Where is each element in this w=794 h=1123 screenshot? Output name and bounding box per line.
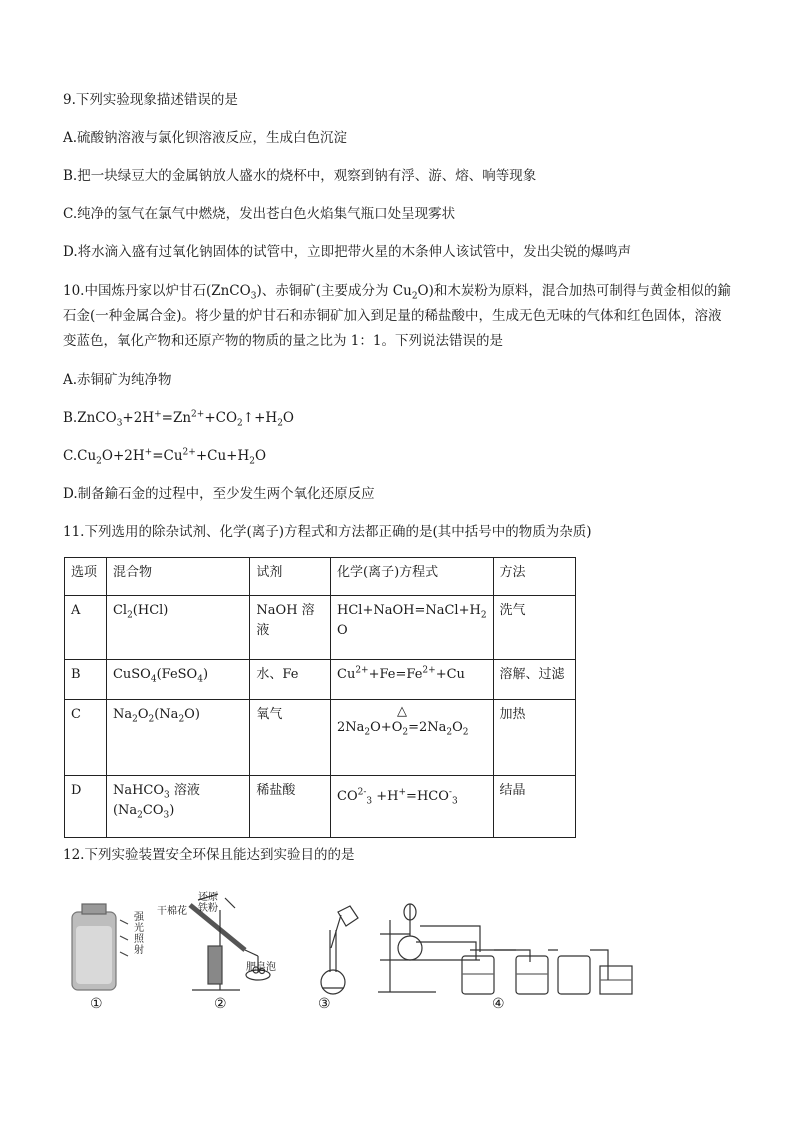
strong-light-label: 强 光 照 射 (134, 912, 144, 956)
cell-equation: △ $2Na_2O+O_2=2Na_2O_2$ (331, 700, 494, 776)
cell-reagent: 氧气 (250, 700, 331, 776)
cell-reagent: 水、Fe (250, 660, 331, 700)
cell-mixture: $Na_2O_2(Na_2O)$ (106, 700, 249, 776)
apparatus-illustration (60, 890, 700, 1020)
figure-label-4: ④ (492, 996, 505, 1012)
header-mixture: 混合物 (106, 558, 249, 596)
q9-option-d: D.将水滴入盛有过氧化钠固体的试管中，立即把带火星的木条伸人该试管中，发出尖锐的爆鸣声 (63, 244, 632, 260)
cell-reagent: NaOH 溶液 (250, 596, 331, 660)
q9-stem: 9.下列实验现象描述错误的是 (63, 92, 238, 108)
cell-option: C (65, 700, 107, 776)
cell-equation: $Cu^{2+}+Fe=Fe^{2+}+Cu$ (331, 660, 494, 700)
cell-method: 洗气 (493, 596, 575, 660)
cell-method: 加热 (493, 700, 575, 776)
header-reagent: 试剂 (250, 558, 331, 596)
apparatus-4-gas-train (378, 904, 632, 994)
cell-equation: $HCl+NaOH=NaCl+H_2$ O (331, 596, 494, 660)
header-equation: 化学(离子)方程式 (331, 558, 494, 596)
figure-label-1: ① (90, 996, 103, 1012)
figure-label-2: ② (214, 996, 227, 1012)
table-row-c (65, 700, 576, 776)
table-row-d (65, 776, 576, 838)
q9-option-a: A.硫酸钠溶液与氯化钡溶液反应，生成白色沉淀 (63, 130, 348, 146)
table-row-a (65, 596, 576, 660)
q10-option-a: A.赤铜矿为纯净物 (63, 372, 172, 388)
figure-label-3: ③ (318, 996, 331, 1012)
q10-option-c: $C.Cu_2O+2H^+=Cu^{2+}+Cu+H_2O$ (63, 447, 267, 467)
header-option: 选项 (65, 558, 107, 596)
table-row-b (65, 660, 576, 700)
q9-option-c: C.纯净的氢气在氯气中燃烧，发出苍白色火焰集气瓶口处呈现雾状 (63, 206, 456, 222)
cell-mixture: NaHCO$_3$ 溶液 $(Na_2CO_3)$ (106, 776, 249, 838)
table-header-row (65, 558, 576, 596)
cell-mixture: CuSO$_4$(FeSO$_4$) (106, 660, 249, 700)
cell-reagent: 稀盐酸 (250, 776, 331, 838)
apparatus-3-volumetric-flask (321, 906, 358, 994)
header-method: 方法 (493, 558, 575, 596)
cell-method: 结晶 (493, 776, 575, 838)
reduced-iron-label: 还原 铁粉 (198, 892, 218, 914)
cell-method: 溶解、过滤 (493, 660, 575, 700)
q12-stem: 12.下列实验装置安全环保且能达到实验目的的是 (63, 847, 355, 863)
dry-cotton-label: 干棉花 (157, 906, 187, 917)
q11-stem: 11.下列选用的除杂试剂、化学(离子)方程式和方法都正确的是(其中括号中的物质为杂质) (63, 524, 592, 540)
q9-option-b: B.把一块绿豆大的金属钠放人盛水的烧杯中，观察到钠有浮、游、熔、响等现象 (63, 168, 537, 184)
soap-bubble-label: 肥皂泡 (246, 962, 276, 973)
cell-option: D (65, 776, 107, 838)
cell-mixture: $Cl_2(HCl)$ (106, 596, 249, 660)
apparatus-1-gas-jar (72, 904, 128, 990)
q10-stem: 10.中国炼丹家以炉甘石(ZnCO$_3$)、赤铜矿(主要成分为 $Cu_2O$)和木炭粉为原料，混合加热可制得与黄金相似的鍮石金(一种金属合金)。将少量的炉甘石和赤铜矿加入到足量的稀盐酸中，生成无色无味的气体和红色固体，溶液变蓝色，氧化产物和还原产物的物质的量之比为 1：1。下列说法错误的是 (63, 283, 731, 349)
q10-option-b: $B.ZnCO_3+2H^+=Zn^{2+}+CO_2↑+H_2O$ (63, 409, 294, 429)
q11-table (64, 557, 576, 838)
q10-option-d: D.制备鍮石金的过程中，至少发生两个氧化还原反应 (63, 486, 375, 502)
q12-figure (60, 890, 700, 1020)
cell-option: B (65, 660, 107, 700)
cell-option: A (65, 596, 107, 660)
cell-equation: $CO^{2-}_3 +H^+=HCO^-_3$ (331, 776, 494, 838)
heat-symbol: △ (397, 704, 407, 719)
